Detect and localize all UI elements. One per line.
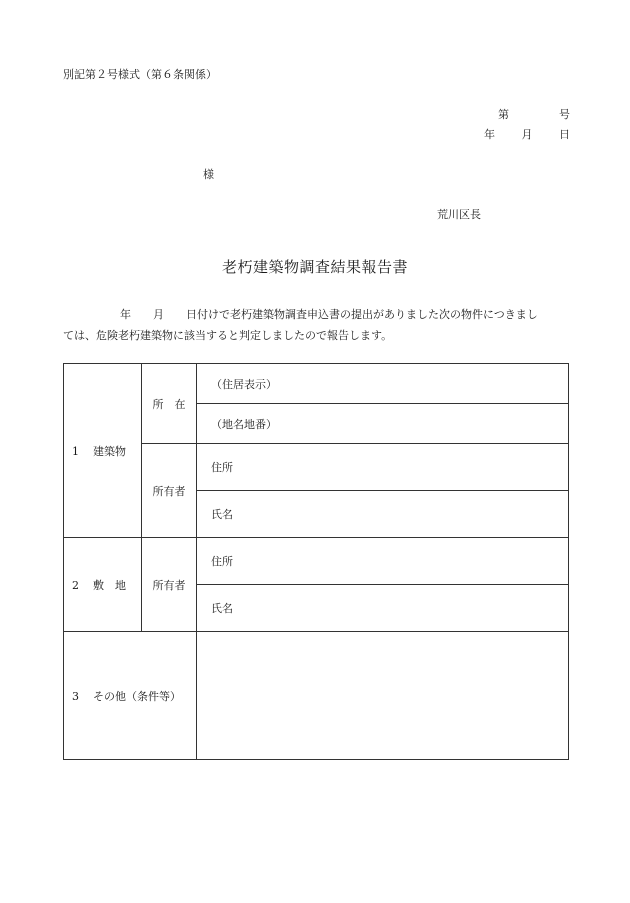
date-month: 月 — [521, 128, 533, 141]
section-2-label — [64, 538, 142, 632]
section-2-number: 2 — [72, 578, 79, 592]
form-label: 別記第２号様式（第６条関係） — [63, 68, 217, 81]
location-residence-display: （住居表示） — [197, 364, 569, 404]
date-year: 年 — [484, 128, 495, 141]
body-month: 月 — [153, 308, 164, 321]
document-number-suffix: 号 — [559, 108, 570, 121]
section-1-label — [64, 364, 142, 538]
body-year: 年 — [120, 308, 131, 321]
section-3-title: その他（条件等） — [93, 689, 181, 703]
section-2-title: 敷 地 — [93, 578, 126, 592]
section-1-number: 1 — [72, 444, 79, 458]
building-owner-name: 氏名 — [197, 491, 569, 538]
section-3-label — [64, 632, 197, 760]
body-line-1-text: 日付けで老朽建築物調査申込書の提出がありました次の物件につきまし — [186, 308, 538, 321]
site-owner-label: 所有者 — [142, 538, 197, 632]
section-1-title: 建築物 — [93, 444, 126, 458]
site-owner-name: 氏名 — [197, 585, 569, 632]
sender: 荒川区長 — [437, 208, 481, 221]
body-line-1 — [63, 304, 568, 325]
document-number — [498, 106, 570, 122]
building-owner-label: 所有者 — [142, 444, 197, 538]
site-owner-address: 住所 — [197, 538, 569, 585]
building-owner-address: 住所 — [197, 444, 569, 491]
addressee: 様 — [203, 168, 214, 181]
report-table — [63, 363, 569, 760]
date-day: 日 — [559, 128, 570, 141]
location-label: 所 在 — [142, 364, 197, 444]
body-text — [63, 304, 568, 346]
body-line-2: ては、危険老朽建築物に該当すると判定しましたので報告します。 — [63, 329, 393, 342]
document-date — [484, 126, 570, 142]
section-3-number: 3 — [72, 689, 79, 703]
document-title: 老朽建築物調査結果報告書 — [221, 258, 408, 276]
location-lot-number: （地名地番） — [197, 404, 569, 444]
other-conditions-field[interactable] — [197, 632, 569, 760]
document-number-prefix: 第 — [498, 108, 509, 121]
